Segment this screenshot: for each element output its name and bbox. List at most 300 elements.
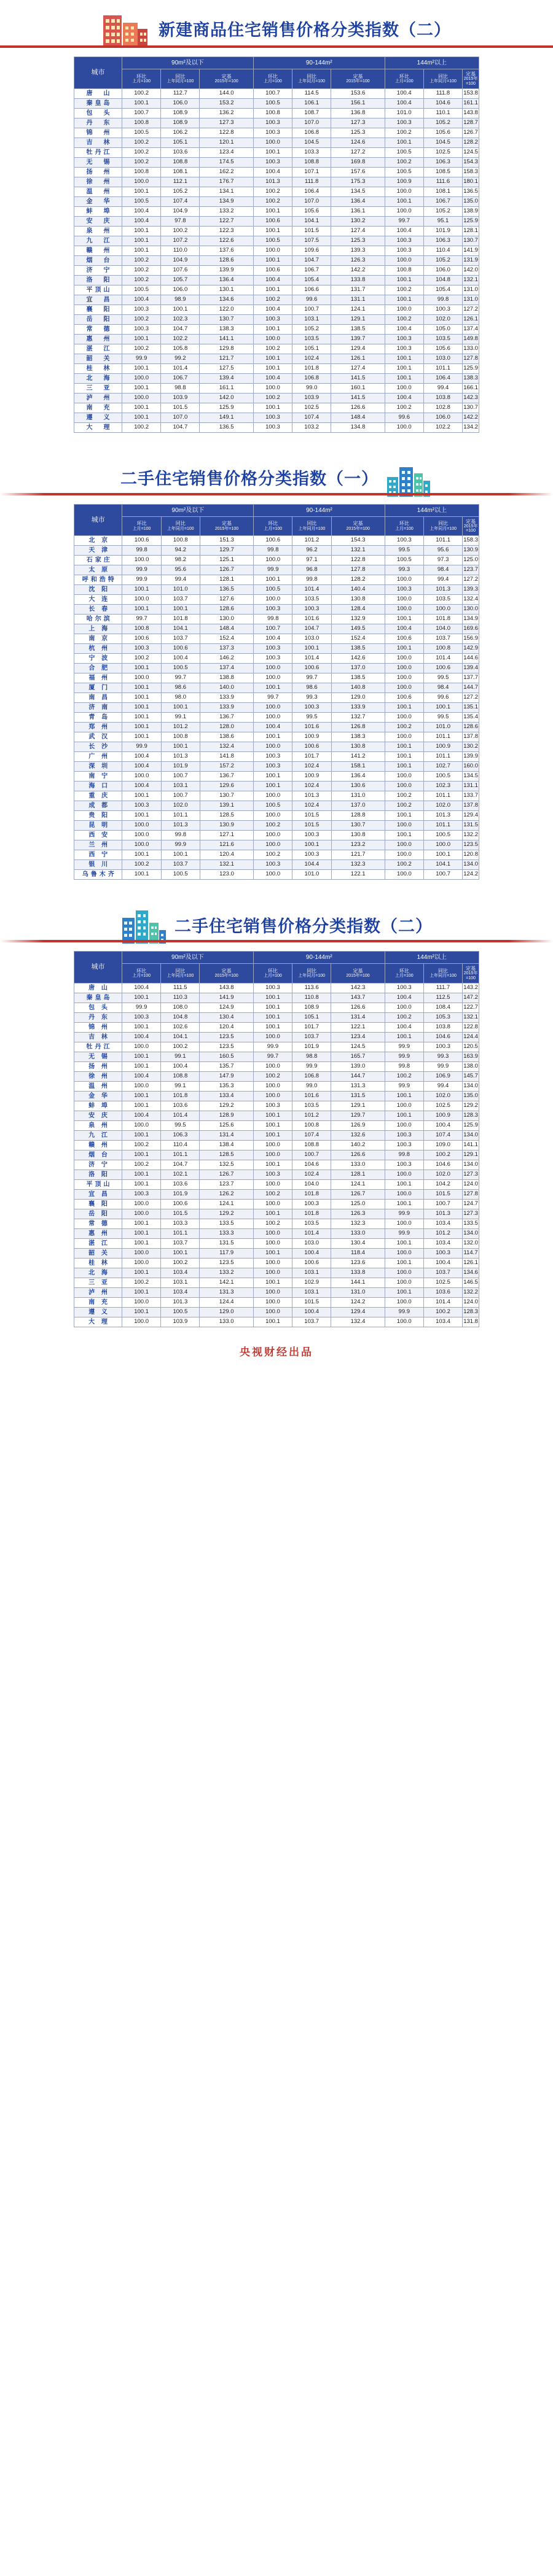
value-cell: 100.3 [122, 644, 161, 654]
city-name-cell: 济 宁 [74, 265, 122, 275]
value-cell: 123.7 [200, 1179, 253, 1189]
value-cell: 120.5 [463, 1042, 479, 1052]
value-cell: 102.0 [423, 314, 462, 324]
value-cell: 139.3 [331, 246, 385, 255]
city-name-cell: 扬 州 [74, 167, 122, 177]
value-cell: 103.5 [424, 595, 463, 605]
table-row [74, 693, 479, 703]
value-cell: 103.2 [292, 422, 331, 432]
value-cell: 100.2 [122, 344, 161, 354]
value-cell: 100.0 [254, 831, 292, 840]
value-cell: 103.6 [161, 1101, 200, 1111]
value-cell: 133.9 [200, 693, 253, 703]
subheader-yoy: 同比 上年同月=100 [161, 69, 200, 89]
value-cell: 100.0 [253, 1228, 292, 1238]
city-name-cell: 丹 东 [74, 1012, 122, 1022]
value-cell: 124.1 [331, 305, 385, 314]
city-name-cell: 韶 关 [74, 354, 122, 363]
value-cell: 100.1 [253, 1317, 292, 1327]
city-name-cell: 徐 州 [74, 1071, 122, 1081]
value-cell: 100.2 [385, 723, 423, 732]
value-cell: 134.1 [200, 187, 253, 196]
value-cell: 100.4 [122, 216, 161, 226]
value-cell: 100.7 [292, 305, 331, 314]
col-group-2: 90-144m² [254, 504, 385, 516]
index-table-1 [74, 56, 479, 433]
value-cell: 160.5 [200, 1052, 253, 1061]
value-cell: 105.2 [423, 255, 462, 265]
value-cell: 131.4 [200, 1130, 253, 1140]
value-cell: 99.7 [253, 1052, 292, 1061]
value-cell: 99.5 [424, 713, 463, 723]
value-cell: 133.0 [200, 1317, 253, 1327]
value-cell: 108.8 [292, 157, 331, 167]
value-cell: 100.4 [161, 1061, 200, 1071]
value-cell: 127.3 [463, 1209, 479, 1219]
value-cell: 103.1 [292, 1268, 331, 1278]
value-cell: 100.0 [253, 1091, 292, 1101]
value-cell: 127.2 [463, 693, 479, 703]
value-cell: 100.3 [385, 118, 423, 128]
value-cell: 106.8 [292, 128, 331, 138]
value-cell: 105.8 [161, 344, 200, 354]
value-cell: 99.8 [254, 546, 292, 556]
value-cell: 113.6 [292, 983, 331, 993]
value-cell: 100.1 [385, 275, 423, 285]
city-name-cell: 洛 阳 [74, 275, 122, 285]
value-cell: 100.2 [253, 295, 292, 305]
value-cell: 106.3 [423, 236, 462, 246]
value-cell: 146.5 [463, 1278, 479, 1287]
value-cell: 100.0 [122, 1209, 161, 1219]
value-cell: 133.8 [331, 275, 385, 285]
table-row [74, 870, 479, 880]
value-cell: 126.3 [331, 255, 385, 265]
city-name-cell: 北 京 [74, 536, 122, 546]
table-row [74, 1199, 479, 1209]
value-cell: 104.6 [423, 1032, 462, 1042]
value-cell: 130.9 [200, 821, 253, 831]
value-cell: 131.0 [331, 791, 385, 801]
value-cell: 95.1 [423, 216, 462, 226]
value-cell: 100.0 [424, 840, 463, 850]
value-cell: 129.2 [463, 1101, 479, 1111]
col-header-city: 城市 [74, 952, 122, 983]
value-cell: 130.0 [463, 605, 479, 615]
value-cell: 100.0 [253, 1061, 292, 1071]
value-cell: 152.4 [200, 634, 253, 644]
value-cell: 100.1 [385, 811, 423, 821]
value-cell: 105.6 [423, 344, 462, 354]
value-cell: 100.1 [385, 196, 423, 206]
value-cell: 131.1 [331, 295, 385, 305]
value-cell: 137.4 [200, 664, 253, 673]
value-cell: 99.7 [122, 615, 161, 624]
value-cell: 130.2 [463, 742, 479, 752]
city-name-cell: 广 州 [74, 752, 122, 762]
value-cell: 100.3 [254, 605, 292, 615]
subheader-base: 定基 2015年=100 [463, 516, 479, 536]
value-cell: 127.3 [463, 1170, 479, 1179]
value-cell: 103.1 [292, 314, 331, 324]
value-cell: 102.7 [424, 762, 463, 772]
value-cell: 105.6 [292, 206, 331, 216]
city-name-cell: 襄 阳 [74, 1199, 122, 1209]
value-cell: 101.4 [161, 1111, 200, 1120]
value-cell: 135.0 [463, 196, 479, 206]
value-cell: 132.1 [463, 275, 479, 285]
value-cell: 100.0 [253, 1238, 292, 1248]
value-cell: 130.9 [463, 546, 479, 556]
value-cell: 100.4 [385, 98, 423, 108]
value-cell: 108.8 [161, 157, 200, 167]
value-cell: 106.8 [292, 1071, 331, 1081]
value-cell: 124.5 [331, 1042, 385, 1052]
value-cell: 106.4 [292, 187, 331, 196]
table-row [74, 546, 479, 556]
city-name-cell: 金 华 [74, 1091, 122, 1101]
city-name-cell: 贵 阳 [74, 811, 122, 821]
value-cell: 100.6 [253, 216, 292, 226]
value-cell: 133.0 [463, 344, 479, 354]
subheader-mom: 环比 上月=100 [253, 69, 292, 89]
value-cell: 103.5 [423, 334, 462, 344]
value-cell: 102.4 [292, 762, 331, 772]
value-cell: 103.6 [161, 1179, 200, 1189]
value-cell: 100.1 [161, 742, 200, 752]
value-cell: 100.5 [424, 772, 463, 782]
value-cell: 103.4 [161, 1268, 200, 1278]
table-row [74, 654, 479, 664]
city-name-cell: 包 头 [74, 108, 122, 118]
value-cell: 130.8 [331, 742, 385, 752]
value-cell: 110.3 [161, 993, 200, 1003]
value-cell: 142.1 [200, 1278, 253, 1287]
value-cell: 107.5 [292, 236, 331, 246]
table-row [74, 246, 479, 255]
value-cell: 137.8 [463, 732, 479, 742]
table-row [74, 344, 479, 354]
value-cell: 100.4 [122, 782, 161, 791]
value-cell: 130.7 [331, 821, 385, 831]
value-cell: 100.3 [385, 246, 423, 255]
value-cell: 148.4 [200, 624, 253, 634]
value-cell: 100.2 [253, 1189, 292, 1199]
value-cell: 99.9 [385, 1228, 423, 1238]
value-cell: 100.0 [385, 255, 423, 265]
value-cell: 131.3 [200, 1287, 253, 1297]
table-wrap-2 [74, 504, 479, 880]
table-row [74, 1081, 479, 1091]
city-name-cell: 宜 昌 [74, 295, 122, 305]
value-cell: 100.6 [292, 1258, 331, 1268]
value-cell: 134.0 [463, 1160, 479, 1170]
value-cell: 129.2 [200, 1101, 253, 1111]
value-cell: 100.2 [161, 1258, 200, 1268]
value-cell: 99.8 [161, 831, 200, 840]
value-cell: 100.3 [385, 536, 423, 546]
value-cell: 124.4 [463, 1032, 479, 1042]
value-cell: 100.0 [122, 1258, 161, 1268]
value-cell: 136.5 [463, 187, 479, 196]
value-cell: 100.1 [254, 683, 292, 693]
value-cell: 147.2 [463, 993, 479, 1003]
value-cell: 100.1 [385, 1111, 423, 1120]
city-name-cell: 金 华 [74, 196, 122, 206]
table-row [74, 723, 479, 732]
value-cell: 101.2 [292, 536, 331, 546]
table-row [74, 1150, 479, 1160]
value-cell: 149.8 [463, 334, 479, 344]
value-cell: 100.0 [253, 1268, 292, 1278]
value-cell: 156.9 [463, 634, 479, 644]
value-cell: 139.0 [331, 1061, 385, 1071]
value-cell: 100.5 [424, 831, 463, 840]
value-cell: 100.1 [253, 324, 292, 334]
value-cell: 129.1 [463, 1150, 479, 1160]
value-cell: 107.4 [161, 196, 200, 206]
city-name-cell: 湛 江 [74, 344, 122, 354]
subheader-yoy: 同比 上年同月=100 [424, 516, 463, 536]
value-cell: 128.6 [200, 255, 253, 265]
table-row [74, 393, 479, 403]
value-cell: 100.1 [385, 1199, 423, 1209]
value-cell: 101.5 [423, 1189, 462, 1199]
value-cell: 126.7 [200, 565, 253, 575]
subheader-base: 定基 2015年=100 [463, 69, 479, 89]
value-cell: 143.7 [331, 993, 385, 1003]
value-cell: 100.0 [385, 1003, 423, 1012]
value-cell: 120.4 [200, 1022, 253, 1032]
value-cell: 132.2 [463, 1287, 479, 1297]
value-cell: 100.8 [292, 1120, 331, 1130]
value-cell: 100.1 [292, 840, 331, 850]
value-cell: 100.3 [254, 752, 292, 762]
value-cell: 102.1 [161, 1170, 200, 1179]
value-cell: 108.1 [161, 167, 200, 177]
value-cell: 180.1 [463, 177, 479, 187]
value-cell: 100.3 [385, 1160, 423, 1170]
value-cell: 100.6 [122, 536, 161, 546]
value-cell: 103.7 [424, 634, 463, 644]
value-cell: 99.6 [292, 295, 331, 305]
table-row [74, 605, 479, 615]
value-cell: 100.1 [122, 1022, 161, 1032]
value-cell: 101.1 [424, 536, 463, 546]
table-row [74, 993, 479, 1003]
value-cell: 100.4 [122, 1032, 161, 1042]
value-cell: 145.7 [463, 1071, 479, 1081]
value-cell: 102.8 [423, 403, 462, 413]
value-cell: 100.1 [254, 782, 292, 791]
value-cell: 123.5 [200, 1258, 253, 1268]
header-rule [0, 45, 553, 48]
value-cell: 98.8 [292, 1052, 331, 1061]
value-cell: 102.0 [423, 1170, 462, 1179]
value-cell: 127.3 [200, 118, 253, 128]
table-row [74, 536, 479, 546]
value-cell: 101.3 [424, 811, 463, 821]
value-cell: 124.0 [463, 1179, 479, 1189]
value-cell: 138.3 [200, 324, 253, 334]
value-cell: 100.0 [385, 840, 423, 850]
value-cell: 111.8 [423, 88, 462, 98]
value-cell: 101.8 [424, 615, 463, 624]
value-cell: 127.8 [331, 565, 385, 575]
value-cell: 100.1 [122, 1101, 161, 1111]
value-cell: 157.6 [331, 167, 385, 177]
value-cell: 100.1 [122, 732, 161, 742]
value-cell: 99.4 [424, 575, 463, 585]
value-cell: 100.1 [161, 703, 200, 713]
value-cell: 100.0 [254, 791, 292, 801]
value-cell: 96.8 [292, 565, 331, 575]
value-cell: 100.5 [161, 664, 200, 673]
value-cell: 99.9 [122, 565, 161, 575]
value-cell: 104.5 [292, 138, 331, 147]
value-cell: 131.1 [463, 782, 479, 791]
value-cell: 100.3 [385, 1130, 423, 1140]
table-body-1 [74, 88, 479, 432]
value-cell: 99.5 [161, 1120, 200, 1130]
value-cell: 169.6 [463, 624, 479, 634]
value-cell: 100.5 [254, 801, 292, 811]
table-row [74, 1248, 479, 1258]
value-cell: 110.8 [292, 993, 331, 1003]
value-cell: 126.6 [331, 1003, 385, 1012]
value-cell: 129.7 [200, 546, 253, 556]
value-cell: 166.1 [463, 383, 479, 393]
value-cell: 100.3 [122, 305, 161, 314]
value-cell: 100.0 [254, 742, 292, 752]
value-cell: 123.2 [331, 840, 385, 850]
value-cell: 100.0 [253, 1140, 292, 1150]
value-cell: 101.9 [292, 1042, 331, 1052]
value-cell: 134.6 [200, 295, 253, 305]
table-row [74, 831, 479, 840]
value-cell: 139.9 [200, 265, 253, 275]
table-row [74, 1268, 479, 1278]
value-cell: 100.2 [385, 1012, 423, 1022]
value-cell: 101.9 [161, 762, 200, 772]
value-cell: 100.1 [253, 1248, 292, 1258]
value-cell: 100.3 [292, 1199, 331, 1209]
building-icon [120, 907, 168, 942]
value-cell: 101.6 [292, 615, 331, 624]
value-cell: 101.2 [161, 723, 200, 732]
value-cell: 100.6 [122, 634, 161, 644]
value-cell: 100.0 [385, 683, 423, 693]
value-cell: 101.5 [292, 821, 331, 831]
value-cell: 98.4 [424, 683, 463, 693]
value-cell: 101.7 [292, 752, 331, 762]
value-cell: 128.1 [463, 226, 479, 236]
value-cell: 122.8 [200, 128, 253, 138]
value-cell: 100.5 [253, 236, 292, 246]
value-cell: 111.8 [292, 177, 331, 187]
value-cell: 108.9 [292, 1003, 331, 1012]
table-row [74, 196, 479, 206]
value-cell: 100.5 [385, 147, 423, 157]
table-row [74, 118, 479, 128]
value-cell: 132.4 [463, 595, 479, 605]
value-cell: 132.5 [200, 1160, 253, 1170]
value-cell: 101.4 [292, 1228, 331, 1238]
value-cell: 99.0 [292, 383, 331, 393]
section-header-1 [0, 0, 553, 56]
city-name-cell: 长 春 [74, 605, 122, 615]
value-cell: 104.9 [161, 206, 200, 216]
value-cell: 125.9 [463, 1120, 479, 1130]
value-cell: 100.1 [385, 742, 423, 752]
subheader-mom: 环比 上月=100 [254, 516, 292, 536]
value-cell: 103.1 [292, 1287, 331, 1297]
value-cell: 141.5 [331, 393, 385, 403]
value-cell: 100.1 [122, 403, 161, 413]
value-cell: 101.6 [292, 1091, 331, 1101]
value-cell: 103.7 [292, 1032, 331, 1042]
table-row [74, 324, 479, 334]
value-cell: 126.6 [331, 1150, 385, 1160]
value-cell: 100.5 [385, 556, 423, 565]
city-name-cell: 乌鲁木齐 [74, 870, 122, 880]
value-cell: 99.5 [424, 673, 463, 683]
value-cell: 100.0 [385, 870, 423, 880]
value-cell: 106.0 [423, 265, 462, 275]
value-cell: 121.6 [200, 840, 253, 850]
table-row [74, 1179, 479, 1189]
city-name-cell: 海 口 [74, 782, 122, 791]
subheader-mom: 环比 上月=100 [122, 69, 161, 89]
value-cell: 100.0 [385, 383, 423, 393]
value-cell: 100.3 [253, 1101, 292, 1111]
value-cell: 141.9 [463, 246, 479, 255]
value-cell: 100.3 [253, 413, 292, 422]
value-cell: 134.5 [463, 772, 479, 782]
value-cell: 100.0 [385, 772, 423, 782]
value-cell: 100.0 [122, 821, 161, 831]
value-cell: 136.2 [200, 108, 253, 118]
value-cell: 125.0 [331, 1199, 385, 1209]
value-cell: 100.3 [254, 860, 292, 870]
value-cell: 100.1 [122, 791, 161, 801]
value-cell: 100.1 [385, 644, 423, 654]
value-cell: 100.0 [122, 373, 161, 383]
value-cell: 100.0 [122, 831, 161, 840]
city-name-cell: 泉 州 [74, 226, 122, 236]
value-cell: 135.3 [200, 1081, 253, 1091]
value-cell: 142.2 [463, 413, 479, 422]
value-cell: 118.4 [331, 1248, 385, 1258]
value-cell: 132.3 [331, 1219, 385, 1228]
value-cell: 98.6 [161, 683, 200, 693]
value-cell: 100.4 [385, 393, 423, 403]
city-name-cell: 昆 明 [74, 821, 122, 831]
city-name-cell: 九 江 [74, 1130, 122, 1140]
table-row [74, 1111, 479, 1120]
value-cell: 128.8 [331, 811, 385, 821]
value-cell: 100.2 [423, 1150, 462, 1160]
value-cell: 100.1 [122, 1091, 161, 1101]
value-cell: 100.1 [385, 1032, 423, 1042]
value-cell: 126.1 [331, 354, 385, 363]
value-cell: 136.5 [200, 422, 253, 432]
city-name-cell: 北 海 [74, 373, 122, 383]
value-cell: 99.5 [292, 713, 331, 723]
value-cell: 132.4 [200, 742, 253, 752]
value-cell: 137.4 [463, 324, 479, 334]
value-cell: 100.3 [122, 801, 161, 811]
